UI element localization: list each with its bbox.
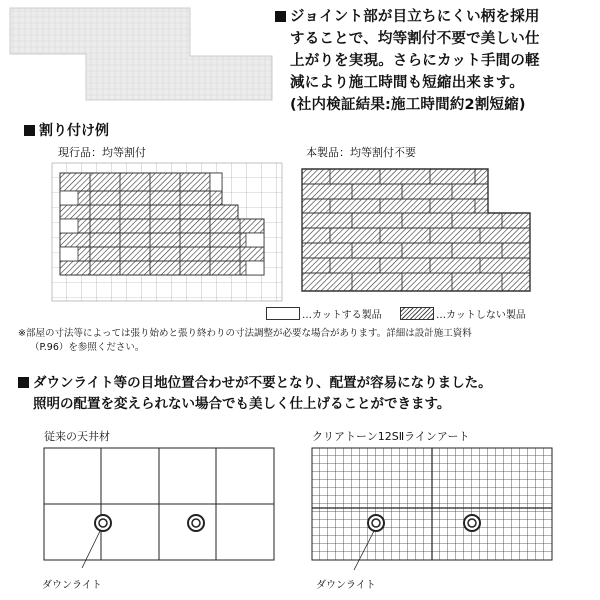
current-layout-diagram <box>52 163 282 301</box>
bullet-icon <box>18 377 29 388</box>
current-product-label: 現行品：均等割付 <box>58 146 146 159</box>
clear-tone-ceiling-diagram <box>312 448 552 560</box>
note-line-1: ※部屋の寸法等によっては張り始めと張り終わりの寸法調整が必要な場合があります。詳細は設計施工資料 <box>18 328 472 339</box>
intro-line-4: 減により施工時間も短縮出来ます。 <box>290 75 525 91</box>
legend-cut-label: …カットする製品 <box>302 310 382 321</box>
bullet-icon <box>24 125 35 136</box>
section2-line-2: 照明の配置を変えられない場合でも美しく仕上げることができます。 <box>33 396 451 412</box>
section2-text <box>18 373 596 415</box>
conventional-ceiling-diagram <box>44 448 274 560</box>
section1-title: 割り付け例 <box>24 120 109 140</box>
layout-note <box>18 327 588 355</box>
downlight-icon <box>368 515 384 531</box>
downlight-icon <box>464 515 480 531</box>
intro-line-1: ジョイント部が目立ちにくい柄を採用 <box>275 6 597 28</box>
new-product-label: 本製品：均等割付不要 <box>306 146 416 159</box>
downlight-icon <box>95 515 111 531</box>
section2-line-1: ダウンライト等の目地位置合わせが不要となり、配置が容易になりました。 <box>18 373 596 394</box>
legend-nocut-label: …カットしない製品 <box>435 310 526 321</box>
conventional-ceiling-label: 従来の天井材 <box>44 430 110 443</box>
downlight-label-right: ダウンライト <box>316 580 376 591</box>
legend-cut-swatch <box>266 307 300 320</box>
intro-line-2: することで、均等割付不要で美しい仕 <box>290 31 540 47</box>
downlight-icon <box>188 515 204 531</box>
intro-line-5: (社内検証結果:施工時間約2割短縮) <box>290 97 526 113</box>
clear-tone-label: クリアトーン12SⅡラインアート <box>312 430 470 443</box>
legend-nocut-swatch <box>400 307 434 320</box>
intro-text <box>275 6 597 116</box>
bullet-icon <box>275 11 286 22</box>
new-layout-diagram <box>290 163 540 301</box>
sample-tile-image <box>10 8 272 100</box>
downlight-label-left: ダウンライト <box>42 580 102 591</box>
intro-line-3: 上がりを実現。さらにカット手間の軽 <box>290 53 540 69</box>
note-line-2: （P.96）を参照ください。 <box>30 342 145 353</box>
legend <box>266 306 526 321</box>
